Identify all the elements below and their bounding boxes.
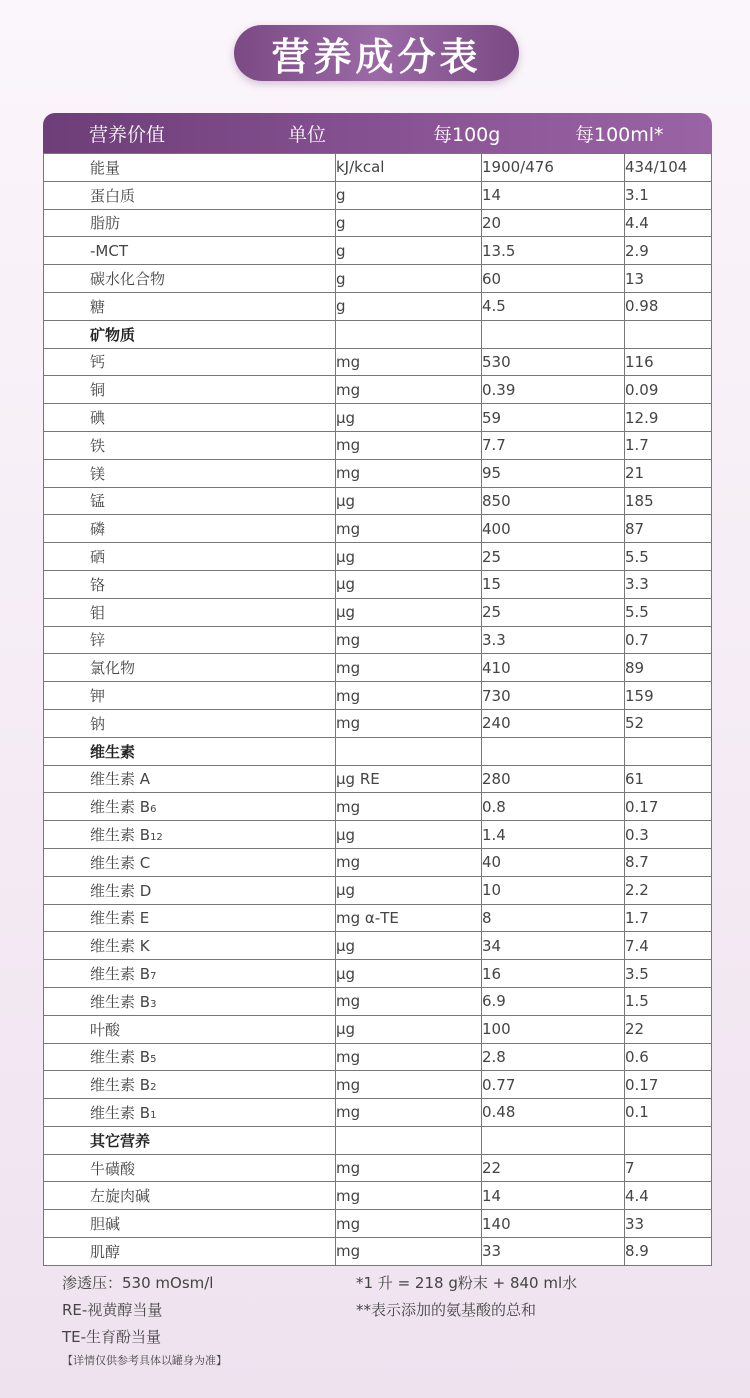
nutrient-name bbox=[44, 237, 336, 265]
nutrient-subscript: 6 bbox=[150, 804, 157, 816]
nutrient-name bbox=[44, 987, 336, 1015]
per-100g-cell: 730 bbox=[482, 682, 625, 710]
nutrient-name-text: 维生素 C bbox=[90, 853, 151, 872]
nutrient-name bbox=[44, 876, 336, 904]
nutrient-name bbox=[44, 682, 336, 710]
unit-cell: µg bbox=[336, 960, 482, 988]
table-row bbox=[44, 431, 712, 459]
per-100g-cell: 14 bbox=[482, 1182, 625, 1210]
table-row bbox=[44, 543, 712, 571]
nutrient-name bbox=[44, 654, 336, 682]
nutrient-name-text: 硒 bbox=[90, 548, 106, 567]
table-row bbox=[44, 292, 712, 320]
disclaimer: 【详情仅供参考具体以罐身为准】 bbox=[62, 1354, 227, 1367]
section-label: 矿物质 bbox=[44, 320, 336, 348]
unit-cell: µg bbox=[336, 1015, 482, 1043]
table-row bbox=[44, 209, 712, 237]
per-100ml-cell: 185 bbox=[625, 487, 712, 515]
nutrient-name bbox=[44, 154, 336, 182]
table-row bbox=[44, 1210, 712, 1238]
per-100g-cell: 25 bbox=[482, 543, 625, 571]
unit-cell: mg bbox=[336, 626, 482, 654]
per-100g-cell: 0.8 bbox=[482, 793, 625, 821]
nutrient-name bbox=[44, 904, 336, 932]
empty-cell bbox=[336, 1126, 482, 1154]
table-row bbox=[44, 626, 712, 654]
nutrient-name-text: 碘 bbox=[90, 409, 106, 428]
per-100ml-cell: 33 bbox=[625, 1210, 712, 1238]
per-100ml-cell: 2.9 bbox=[625, 237, 712, 265]
nutrient-name-text: 钠 bbox=[90, 714, 106, 733]
per-100ml-cell: 7 bbox=[625, 1154, 712, 1182]
nutrient-name-text: 锌 bbox=[90, 631, 106, 650]
per-100g-cell: 0.77 bbox=[482, 1071, 625, 1099]
te-note: TE-生育酚当量 bbox=[62, 1328, 162, 1346]
section-row bbox=[44, 320, 712, 348]
nutrient-name-text: 维生素 A bbox=[90, 770, 151, 789]
nutrient-name-text: 钼 bbox=[90, 603, 106, 622]
per-100g-cell: 0.39 bbox=[482, 376, 625, 404]
nutrient-name bbox=[44, 209, 336, 237]
empty-cell bbox=[625, 1126, 712, 1154]
table-row bbox=[44, 1238, 712, 1266]
per-100ml-cell: 434/104 bbox=[625, 154, 712, 182]
table-row bbox=[44, 1182, 712, 1210]
nutrient-name bbox=[44, 1182, 336, 1210]
table-row bbox=[44, 821, 712, 849]
per-100g-cell: 33 bbox=[482, 1238, 625, 1266]
table-row bbox=[44, 237, 712, 265]
nutrient-subscript: 7 bbox=[150, 971, 157, 982]
nutrient-name-text: 脂肪 bbox=[90, 214, 121, 233]
nutrient-name-text: 叶酸 bbox=[90, 1020, 121, 1039]
per-100g-cell: 40 bbox=[482, 848, 625, 876]
unit-cell: µg bbox=[336, 821, 482, 849]
nutrient-name bbox=[44, 515, 336, 543]
unit-cell: mg bbox=[336, 515, 482, 543]
nutrient-subscript: 12 bbox=[150, 832, 163, 844]
table-row bbox=[44, 181, 712, 209]
table-row bbox=[44, 515, 712, 543]
unit-cell: µg bbox=[336, 404, 482, 432]
table-row bbox=[44, 987, 712, 1015]
unit-cell: mg bbox=[336, 459, 482, 487]
per-100g-cell: 1900/476 bbox=[482, 154, 625, 182]
unit-cell: µg bbox=[336, 876, 482, 904]
per-100g-cell: 2.8 bbox=[482, 1043, 625, 1071]
per-100ml-cell: 5.5 bbox=[625, 598, 712, 626]
per-100ml-cell: 0.98 bbox=[625, 292, 712, 320]
nutrient-name bbox=[44, 821, 336, 849]
per-100g-cell: 25 bbox=[482, 598, 625, 626]
section-label: 其它营养 bbox=[44, 1126, 336, 1154]
table-row bbox=[44, 654, 712, 682]
per-100g-cell: 16 bbox=[482, 960, 625, 988]
per-100g-cell: 530 bbox=[482, 348, 625, 376]
nutrient-name-text: 磷 bbox=[90, 520, 106, 539]
table-row bbox=[44, 376, 712, 404]
per-100ml-cell: 61 bbox=[625, 765, 712, 793]
table-row bbox=[44, 876, 712, 904]
per-100g-cell: 95 bbox=[482, 459, 625, 487]
nutrient-name bbox=[44, 265, 336, 293]
unit-cell: g bbox=[336, 292, 482, 320]
table-row bbox=[44, 154, 712, 182]
unit-cell: µg bbox=[336, 598, 482, 626]
per-100g-cell: 100 bbox=[482, 1015, 625, 1043]
header-per-100ml: 每100ml* bbox=[575, 123, 664, 146]
per-100g-cell: 34 bbox=[482, 932, 625, 960]
nutrient-name-text: 维生素 B bbox=[90, 1048, 151, 1067]
table-row bbox=[44, 765, 712, 793]
per-100ml-cell: 4.4 bbox=[625, 1182, 712, 1210]
per-100ml-cell: 8.9 bbox=[625, 1238, 712, 1266]
nutrient-name bbox=[44, 1099, 336, 1127]
per-100g-cell: 410 bbox=[482, 654, 625, 682]
per-100ml-cell: 21 bbox=[625, 459, 712, 487]
nutrient-subscript: 2 bbox=[150, 1082, 157, 1094]
nutrient-name-text: 钙 bbox=[90, 353, 106, 372]
nutrient-name-text: 铁 bbox=[90, 436, 106, 455]
nutrient-name bbox=[44, 404, 336, 432]
unit-cell: mg bbox=[336, 848, 482, 876]
per-100g-cell: 60 bbox=[482, 265, 625, 293]
unit-cell: g bbox=[336, 237, 482, 265]
table-body bbox=[43, 153, 712, 1266]
per-100ml-cell: 8.7 bbox=[625, 848, 712, 876]
osmolality-note: 渗透压：530 mOsm/l bbox=[62, 1274, 214, 1292]
table-row bbox=[44, 265, 712, 293]
nutrient-name bbox=[44, 181, 336, 209]
nutrient-name-text: 维生素 B bbox=[90, 992, 151, 1011]
empty-cell bbox=[625, 320, 712, 348]
unit-cell: mg bbox=[336, 1043, 482, 1071]
nutrient-subscript: 1 bbox=[150, 1109, 157, 1121]
per-100g-cell: 8 bbox=[482, 904, 625, 932]
table-row bbox=[44, 1071, 712, 1099]
per-100ml-cell: 89 bbox=[625, 654, 712, 682]
nutrient-name bbox=[44, 1154, 336, 1182]
per-100g-cell: 4.5 bbox=[482, 292, 625, 320]
nutrient-name-text: 牛磺酸 bbox=[90, 1159, 136, 1178]
unit-cell: mg bbox=[336, 1238, 482, 1266]
nutrient-name-text: 维生素 B bbox=[90, 965, 151, 983]
nutrient-name-text: 左旋肉碱 bbox=[90, 1187, 151, 1206]
table-row bbox=[44, 570, 712, 598]
empty-cell bbox=[625, 737, 712, 765]
nutrient-name bbox=[44, 487, 336, 515]
nutrient-name bbox=[44, 348, 336, 376]
per-100ml-cell: 1.5 bbox=[625, 987, 712, 1015]
nutrient-name-text: 维生素 B bbox=[90, 798, 151, 817]
nutrient-name-text: 铬 bbox=[90, 575, 106, 594]
nutrient-name bbox=[44, 932, 336, 960]
unit-cell: mg bbox=[336, 987, 482, 1015]
per-100g-cell: 14 bbox=[482, 181, 625, 209]
unit-cell: mg bbox=[336, 431, 482, 459]
section-row bbox=[44, 737, 712, 765]
per-100g-cell: 140 bbox=[482, 1210, 625, 1238]
table-row bbox=[44, 793, 712, 821]
section-label: 维生素 bbox=[44, 737, 336, 765]
per-100g-cell: 13.5 bbox=[482, 237, 625, 265]
nutrient-name-text: 能量 bbox=[90, 158, 121, 177]
per-100ml-cell: 0.3 bbox=[625, 821, 712, 849]
nutrient-name bbox=[44, 431, 336, 459]
unit-cell: µg bbox=[336, 570, 482, 598]
per-100ml-cell: 0.1 bbox=[625, 1099, 712, 1127]
nutrient-name bbox=[44, 793, 336, 821]
nutrition-table bbox=[43, 113, 712, 1266]
nutrient-name bbox=[44, 960, 336, 988]
table-row bbox=[44, 459, 712, 487]
table-row bbox=[44, 1099, 712, 1127]
footnotes bbox=[62, 1270, 712, 1351]
nutrient-name bbox=[44, 709, 336, 737]
unit-cell: g bbox=[336, 265, 482, 293]
per-100g-cell: 3.3 bbox=[482, 626, 625, 654]
nutrient-name-text: 碳水化合物 bbox=[90, 270, 166, 289]
unit-cell: mg bbox=[336, 1182, 482, 1210]
nutrient-name bbox=[44, 570, 336, 598]
unit-cell: mg bbox=[336, 793, 482, 821]
unit-cell: mg bbox=[336, 376, 482, 404]
per-100g-cell: 400 bbox=[482, 515, 625, 543]
nutrient-name bbox=[44, 598, 336, 626]
empty-cell bbox=[336, 737, 482, 765]
table-row bbox=[44, 904, 712, 932]
unit-cell: mg bbox=[336, 682, 482, 710]
table-row bbox=[44, 348, 712, 376]
per-100ml-cell: 87 bbox=[625, 515, 712, 543]
table-row bbox=[44, 682, 712, 710]
nutrient-name-text: 维生素 K bbox=[90, 937, 150, 956]
per-100g-cell: 20 bbox=[482, 209, 625, 237]
per-100ml-cell: 1.7 bbox=[625, 904, 712, 932]
nutrient-name bbox=[44, 459, 336, 487]
nutrient-name bbox=[44, 765, 336, 793]
table-row bbox=[44, 1043, 712, 1071]
per-100g-cell: 59 bbox=[482, 404, 625, 432]
nutrient-name bbox=[44, 1043, 336, 1071]
nutrient-name-text: 钾 bbox=[90, 687, 106, 706]
nutrient-name-text: 锰 bbox=[90, 492, 106, 511]
per-100ml-cell: 3.1 bbox=[625, 181, 712, 209]
nutrient-name-text: 肌醇 bbox=[90, 1242, 121, 1261]
unit-cell: mg bbox=[336, 1099, 482, 1127]
nutrient-name bbox=[44, 1210, 336, 1238]
per-100g-cell: 7.7 bbox=[482, 431, 625, 459]
header-per-100g: 每100g bbox=[433, 123, 501, 146]
amino-note: **表示添加的氨基酸的总和 bbox=[356, 1301, 537, 1319]
nutrient-name-text: 氯化物 bbox=[90, 659, 136, 678]
header-nutrient: 营养价值 bbox=[89, 123, 166, 146]
per-100g-cell: 22 bbox=[482, 1154, 625, 1182]
nutrient-name bbox=[44, 1071, 336, 1099]
per-100ml-cell: 0.17 bbox=[625, 793, 712, 821]
nutrient-name bbox=[44, 1238, 336, 1266]
unit-cell: mg α-TE bbox=[336, 904, 482, 932]
unit-cell: mg bbox=[336, 1071, 482, 1099]
nutrient-name-text: 胆碱 bbox=[90, 1215, 121, 1234]
unit-cell: g bbox=[336, 209, 482, 237]
unit-cell: µg bbox=[336, 543, 482, 571]
nutrient-subscript: 3 bbox=[150, 998, 157, 1010]
table-row bbox=[44, 487, 712, 515]
unit-cell: µg bbox=[336, 487, 482, 515]
per-100ml-cell: 2.2 bbox=[625, 876, 712, 904]
per-100g-cell: 0.48 bbox=[482, 1099, 625, 1127]
per-100ml-cell: 13 bbox=[625, 265, 712, 293]
per-100ml-cell: 0.7 bbox=[625, 626, 712, 654]
re-note: RE-视黄醇当量 bbox=[62, 1301, 163, 1319]
per-100g-cell: 1.4 bbox=[482, 821, 625, 849]
per-100g-cell: 15 bbox=[482, 570, 625, 598]
per-100g-cell: 6.9 bbox=[482, 987, 625, 1015]
table-header bbox=[43, 113, 712, 153]
per-100ml-cell: 0.6 bbox=[625, 1043, 712, 1071]
per-100ml-cell: 0.09 bbox=[625, 376, 712, 404]
unit-cell: mg bbox=[336, 348, 482, 376]
per-100ml-cell: 159 bbox=[625, 682, 712, 710]
page-title: 营养成分表 bbox=[234, 25, 519, 81]
table-row bbox=[44, 932, 712, 960]
unit-cell: mg bbox=[336, 709, 482, 737]
table-row bbox=[44, 404, 712, 432]
nutrient-name bbox=[44, 376, 336, 404]
table-row bbox=[44, 1154, 712, 1182]
per-100ml-cell: 116 bbox=[625, 348, 712, 376]
table-row bbox=[44, 960, 712, 988]
per-100ml-cell: 1.7 bbox=[625, 431, 712, 459]
nutrient-name bbox=[44, 543, 336, 571]
nutrient-name bbox=[44, 1015, 336, 1043]
liter-note: *1 升 = 218 g粉末 + 840 ml水 bbox=[356, 1274, 578, 1292]
nutrient-name-text: 维生素 B bbox=[90, 1076, 151, 1095]
per-100g-cell: 280 bbox=[482, 765, 625, 793]
header-unit: 单位 bbox=[288, 123, 327, 146]
unit-cell: g bbox=[336, 181, 482, 209]
per-100ml-cell: 0.17 bbox=[625, 1071, 712, 1099]
nutrient-name-text: 维生素 B bbox=[90, 826, 151, 845]
unit-cell: kJ/kcal bbox=[336, 154, 482, 182]
per-100g-cell: 850 bbox=[482, 487, 625, 515]
table-row bbox=[44, 709, 712, 737]
section-row bbox=[44, 1126, 712, 1154]
nutrient-name-text: 糖 bbox=[90, 297, 106, 316]
nutrient-name-text: -MCT bbox=[90, 241, 128, 260]
nutrient-name bbox=[44, 292, 336, 320]
table-row bbox=[44, 598, 712, 626]
empty-cell bbox=[482, 737, 625, 765]
per-100g-cell: 10 bbox=[482, 876, 625, 904]
nutrient-name bbox=[44, 626, 336, 654]
nutrient-name-text: 铜 bbox=[90, 381, 106, 400]
table-row bbox=[44, 848, 712, 876]
per-100ml-cell: 7.4 bbox=[625, 932, 712, 960]
per-100ml-cell: 3.3 bbox=[625, 570, 712, 598]
nutrient-name-text: 镁 bbox=[90, 464, 106, 483]
nutrient-name-text: 蛋白质 bbox=[90, 186, 136, 205]
per-100ml-cell: 22 bbox=[625, 1015, 712, 1043]
per-100ml-cell: 4.4 bbox=[625, 209, 712, 237]
per-100g-cell: 240 bbox=[482, 709, 625, 737]
per-100ml-cell: 3.5 bbox=[625, 960, 712, 988]
unit-cell: mg bbox=[336, 1154, 482, 1182]
nutrient-subscript: 5 bbox=[150, 1054, 157, 1066]
nutrient-name bbox=[44, 848, 336, 876]
unit-cell: mg bbox=[336, 1210, 482, 1238]
empty-cell bbox=[482, 1126, 625, 1154]
empty-cell bbox=[336, 320, 482, 348]
nutrient-name-text: 维生素 B bbox=[90, 1103, 151, 1122]
unit-cell: µg RE bbox=[336, 765, 482, 793]
nutrient-name-text: 维生素 E bbox=[90, 909, 150, 928]
per-100ml-cell: 12.9 bbox=[625, 404, 712, 432]
nutrient-name-text: 维生素 D bbox=[90, 881, 152, 900]
table-row bbox=[44, 1015, 712, 1043]
unit-cell: µg bbox=[336, 932, 482, 960]
unit-cell: mg bbox=[336, 654, 482, 682]
empty-cell bbox=[482, 320, 625, 348]
per-100ml-cell: 5.5 bbox=[625, 543, 712, 571]
per-100ml-cell: 52 bbox=[625, 709, 712, 737]
